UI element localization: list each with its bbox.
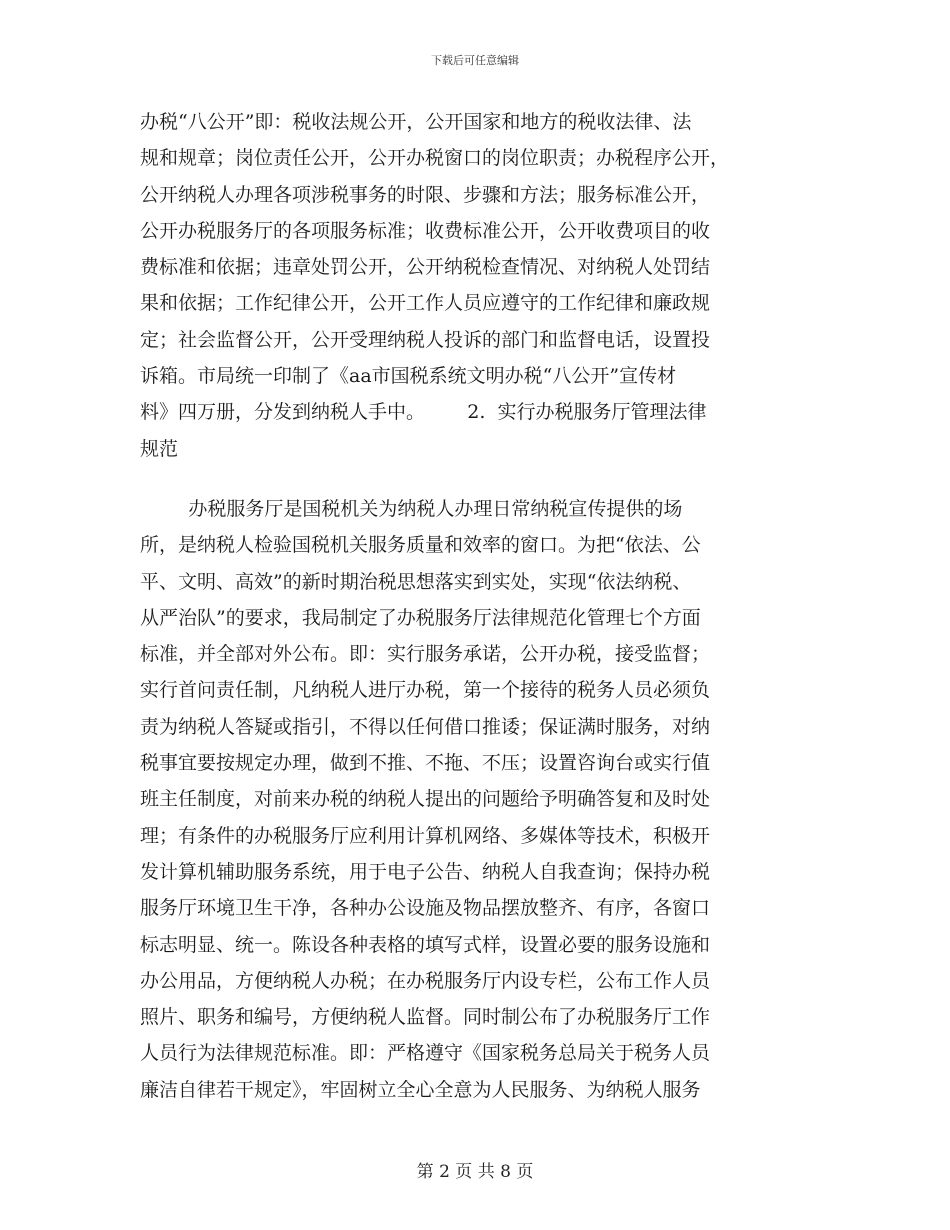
text-line: 税事宜要按规定办理，做到不推、不拖、不压；设置咨询台或实行值 [140,752,711,775]
page-header: 下载后可任意编辑 [431,54,519,67]
text-line: 办税服务厅是国税机关为纳税人办理日常纳税宣传提供的场 [140,497,683,520]
text-line: 班主任制度，对前来办税的纳税人提出的问题给予明确答复和及时处 [140,788,711,811]
text-line: 标志明显、统一。陈设各种表格的填写式样，设置必要的服务设施和 [140,933,711,956]
text-line: 理；有条件的办税服务厅应利用计算机网络、多媒体等技术，积极开 [140,824,711,847]
text-line: 定；社会监督公开，公开受理纳税人投诉的部门和监督电话，设置投 [140,328,711,351]
text-line: 责为纳税人答疑或指引，不得以任何借口推诿；保证满时服务，对纳 [140,715,711,738]
text-line: 发计算机辅助服务系统，用于电子公告、纳税人自我查询；保持办税 [140,860,711,883]
text-line: 办税“八公开”即：税收法规公开，公开国家和地方的税收法律、法 [140,111,692,133]
text-line: 人员行为法律规范标准。即：严格遵守《国家税务总局关于税务人员 [140,1042,711,1065]
text-line: 标准，并全部对外公布。即：实行服务承诺，公开办税，接受监督； [140,643,711,666]
text-line: 规和规章；岗位责任公开，公开办税窗口的岗位职责；办税程序公开， [140,147,730,170]
text-line: 费标准和依据；违章处罚公开，公开纳税检查情况、对纳税人处罚结 [140,256,711,279]
text-line: 照片、职务和编号，方便纳税人监督。同时制公布了办税服务厅工作 [140,1006,711,1029]
text-line: 果和依据；工作纪律公开，公开工作人员应遵守的工作纪律和廉政规 [140,292,711,315]
text-line: 从严治队”的要求，我局制定了办税服务厅法律规范化管理七个方面 [140,606,701,629]
text-line: 公开纳税人办理各项涉税事务的时限、步骤和方法；服务标准公开， [140,183,711,206]
text-line: 公开办税服务厅的各项服务标准；收费标准公开，公开收费项目的收 [140,219,711,242]
text-line: 规范 [140,437,179,460]
paragraph-2 [140,491,808,1108]
text-line: 实行首问责任制，凡纳税人进厅办税，第一个接待的税务人员必须负 [140,679,711,702]
text-line: 所，是纳税人检验国税机关服务质量和效率的窗口。为把“依法、公 [140,534,701,557]
text-line: 平、文明、高效”的新时期治税思想落实到实处，实现“依法纳税、 [140,570,692,593]
text-line: 诉箱。市局统一印制了《aa市国税系统文明办税“八公开”宣传材 [140,365,677,388]
document-body [140,104,808,1108]
text-line: 料》四万册，分发到纳税人手中。 2. 实行办税服务厅管理法律 [140,401,707,424]
paragraph-1 [140,104,808,467]
text-line: 服务厅环境卫生干净，各种办公设施及物品摆放整齐、有序，各窗口 [140,897,711,920]
page-number-footer: 第 2 页 共 8 页 [416,1162,534,1182]
paragraph-spacer [140,467,808,491]
text-line: 办公用品，方便纳税人办税；在办税服务厅内设专栏，公布工作人员 [140,969,711,992]
text-line: 廉洁自律若干规定》，牢固树立全心全意为人民服务、为纳税人服务 [140,1078,701,1101]
